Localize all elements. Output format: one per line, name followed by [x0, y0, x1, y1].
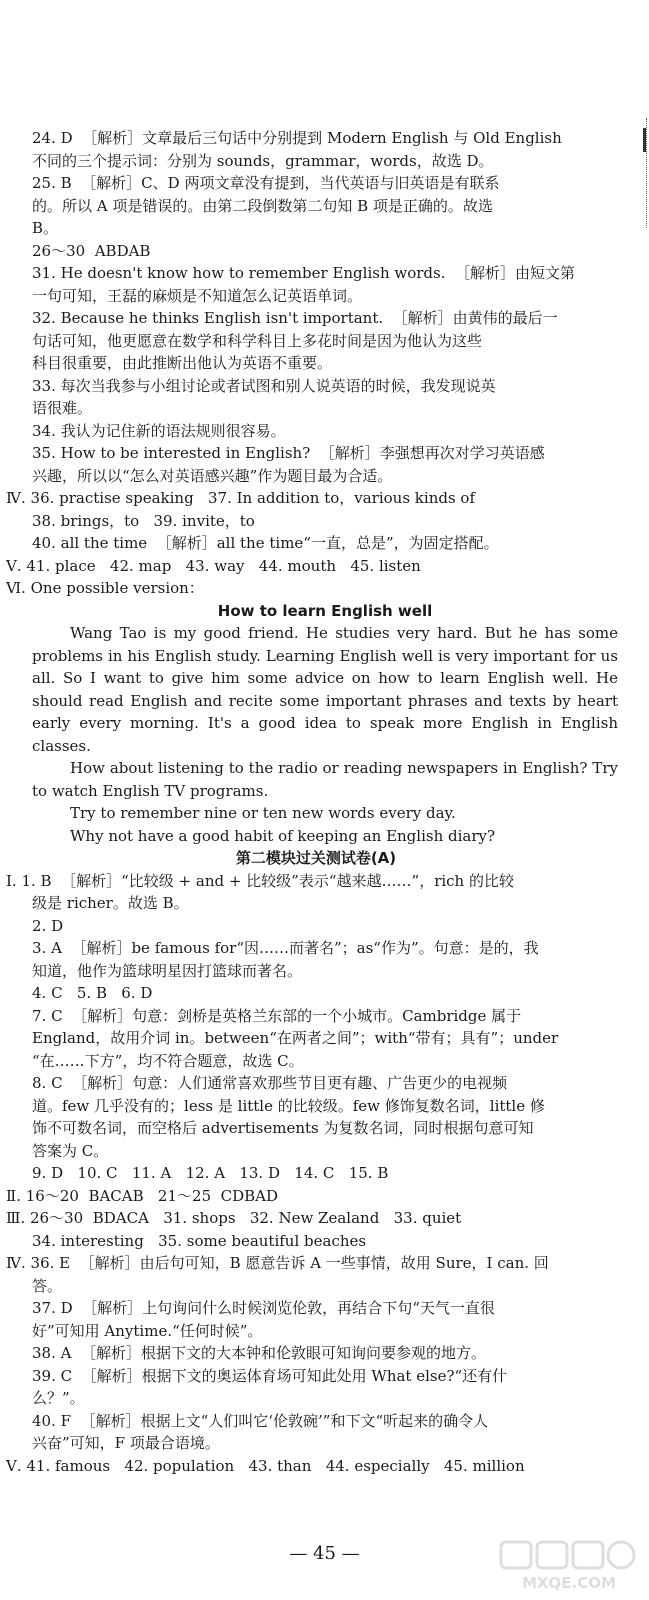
answer-line: 2. D [32, 916, 64, 935]
answer-line: 40. all the time ［解析］all the time“一直，总是”，为固定搭配。 [32, 534, 499, 552]
answer-line: 级是 richer。故选 B。 [32, 894, 189, 912]
answer-line: 句话可知，他更愿意在数学和科学科目上多花时间是因为他认为这些 [32, 331, 483, 350]
answer-line: B。 [32, 219, 59, 237]
margin-mark [637, 128, 646, 152]
sample-essay [0, 600, 632, 848]
answer-line: 么？”。 [32, 1389, 85, 1407]
answer-line: 答案为 C。 [32, 1141, 109, 1160]
essay-title: How to learn English well [217, 601, 433, 620]
answer-line: 24. D ［解析］文章最后三句话中分别提到 Modern English 与 Old English [32, 129, 562, 147]
answer-line: Ⅵ. One possible version： [6, 579, 204, 597]
answer-line: 7. C ［解析］句意：剑桥是英格兰东部的一个小城市。Cambridge 属于 [32, 1006, 522, 1025]
answer-line: 34. interesting 35. some beautiful beaches [32, 1231, 367, 1250]
answer-line: 26～30 ABDAB [32, 241, 151, 260]
answer-line: 32. Because he thinks English isn't important. ［解析］由黄伟的最后一 [32, 309, 558, 327]
answer-line: 4. C 5. B 6. D [32, 984, 153, 1002]
answer-line: Ⅳ. 36. practise speaking 37. In addition to，various kinds of [6, 489, 476, 507]
answer-line: 好”可知用 Anytime.“任何时候”。 [32, 1321, 263, 1340]
answer-line: 的。所以 A 项是错误的。由第二段倒数第二句知 B 项是正确的。故选 [32, 196, 493, 215]
answer-line: 38. A ［解析］根据下文的大本钟和伦敦眼可知询问要参观的地方。 [32, 1344, 486, 1362]
essay-paragraph: Wang Tao is my good friend. He studies very hard. But he has some problems in his English study. Learning English well is very important for us all. So I want to give him some advice on how to learn English well. He should read English and recite some important phrases and texts by heart early every morning. It's a good idea to speak more English in English classes. [32, 624, 618, 755]
answer-line: 31. He doesn't know how to remember English words. ［解析］由短文第 [32, 264, 576, 282]
answer-line: 40. F ［解析］根据上文“人们叫它‘伦敦碗’”和下文“听起来的确令人 [32, 1411, 489, 1430]
watermark-text: MXQE.COM [522, 1574, 616, 1592]
answer-line: Ⅳ. 36. E ［解析］由后句可知，B 愿意告诉 A 一些事情，故用 Sure，I can. 回 [6, 1254, 549, 1272]
answer-line: 饰不可数名词，而空格后 advertisements 为复数名词，同时根据句意可知 [32, 1119, 534, 1137]
answer-line: 37. D ［解析］上句询问什么时候浏览伦敦，再结合下句“天气一直很 [32, 1299, 495, 1317]
answer-line: 一句可知，王磊的麻烦是不知道怎么记英语单词。 [32, 286, 363, 305]
answer-block-1 [0, 127, 632, 600]
answer-line: 38. brings，to 39. invite，to [32, 511, 255, 530]
answer-line: 答。 [32, 1276, 63, 1295]
answer-line: 33. 每次当我参与小组讨论或者试图和别人说英语的时候，我发现说英 [32, 376, 496, 395]
essay-paragraph: Try to remember nine or ten new words every day. [70, 804, 456, 822]
answer-block-2 [0, 870, 632, 1478]
answer-line: 知道，他作为篮球明星因打篮球而著名。 [32, 961, 303, 980]
answer-line: 35. How to be interested in English? ［解析］李强想再次对学习英语感 [32, 444, 545, 462]
answer-line: 兴趣，所以以“怎么对英语感兴趣”作为题目最为合适。 [32, 466, 393, 485]
answer-line: “在……下方”，均不符合题意，故选 C。 [32, 1051, 304, 1070]
answer-line: 兴奋”可知，F 项最合语境。 [32, 1434, 220, 1452]
answer-line: Ⅱ. 16～20 BACAB 21～25 CDBAD [6, 1186, 279, 1205]
answer-content [0, 127, 632, 1477]
section-title: 第二模块过关测试卷(A) [235, 849, 397, 867]
answer-line: 科目很重要，由此推断出他认为英语不重要。 [32, 354, 333, 372]
answer-line: 39. C ［解析］根据下文的奥运体育场可知此处用 What else?“还有什 [32, 1366, 508, 1385]
answer-line: 34. 我认为记住新的语法规则很容易。 [32, 421, 286, 440]
answer-line: Ⅴ. 41. place 42. map 43. way 44. mouth 45. listen [6, 556, 421, 575]
watermark-logo [499, 1540, 639, 1594]
answer-line: England，故用介词 in。between“在两者之间”；with“带有；具有”；under [32, 1029, 559, 1047]
answer-line: Ⅴ. 41. famous 42. population 43. than 44. especially 45. million [6, 1456, 525, 1475]
answer-line: 25. B ［解析］C、D 两项文章没有提到，当代英语与旧英语是有联系 [32, 174, 500, 192]
answer-line: 8. C ［解析］句意：人们通常喜欢那些节目更有趣、广告更少的电视频 [32, 1074, 508, 1092]
answer-line: Ⅲ. 26～30 BDACA 31. shops 32. New Zealand 33. quiet [6, 1209, 462, 1227]
essay-paragraph: Why not have a good habit of keeping an English diary? [70, 826, 496, 845]
answer-line: 9. D 10. C 11. A 12. A 13. D 14. C 15. B [32, 1164, 389, 1182]
answer-line: 3. A ［解析］be famous for“因……而著名”；as“作为”。句意：是的，我 [32, 939, 539, 957]
answer-line: Ⅰ. 1. B ［解析］“比较级 + and + 比较级”表示“越来越……”，rich 的比较 [6, 871, 514, 890]
answer-line: 语很难。 [32, 399, 93, 417]
answer-line: 道。few 几乎没有的；less 是 little 的比较级。few 修饰复数名词，little 修 [32, 1096, 545, 1115]
page-number: — 45 — [289, 1543, 360, 1564]
essay-paragraph: How about listening to the radio or reading newspapers in English? Try to watch English TV programs. [32, 759, 618, 800]
answer-line: 不同的三个提示词：分别为 sounds，grammar，words，故选 D。 [32, 151, 494, 170]
